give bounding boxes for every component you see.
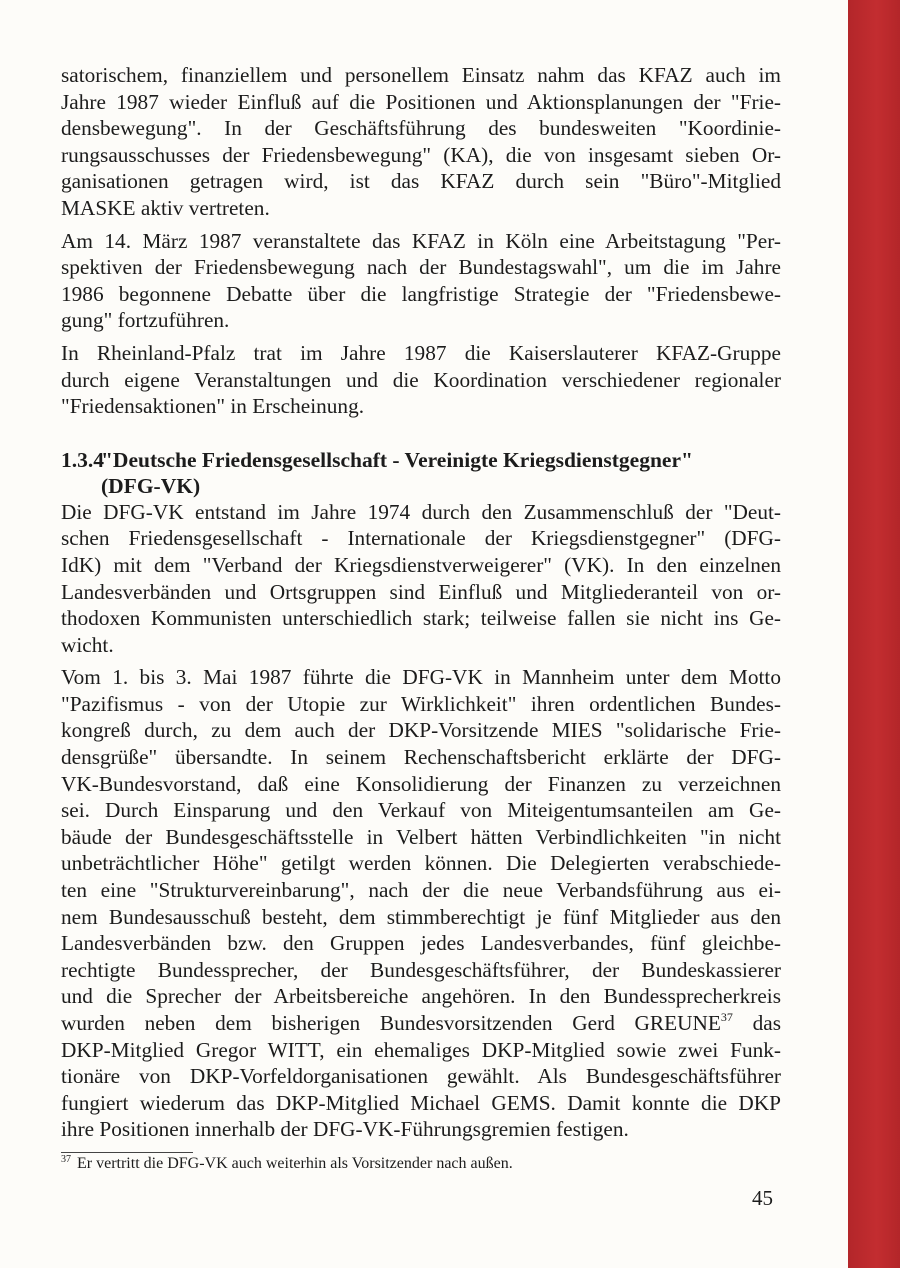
text-line: unbeträchtlicher Höhe" getilgt werden können. Die Delegierten verabschiede- xyxy=(61,851,781,876)
text-line: bäude der Bundesgeschäftsstelle in Velbert hätten Verbindlichkeiten "in nicht xyxy=(61,824,781,849)
section-number: 1.3.4 xyxy=(61,447,104,472)
text-line: und die Sprecher der Arbeitsbereiche angehören. In den Bundessprecherkreis xyxy=(61,984,781,1009)
text-line: "Pazifismus - von der Utopie zur Wirklichkeit" ihren ordentlichen Bundes- xyxy=(61,691,781,716)
section-title-line-2: (DFG-VK) xyxy=(101,473,201,498)
section-title-line-1: "Deutsche Friedensgesellschaft - Vereinigte Kriegsdienstgegner" xyxy=(101,447,693,472)
text-line: DKP-Mitglied Gregor WITT, ein ehemaliges DKP-Mitglied sowie zwei Funk- xyxy=(61,1037,781,1062)
text-line: Landesverbänden bzw. den Gruppen jedes Landesverbandes, fünf gleichbe- xyxy=(61,931,781,956)
paragraph-kfaz-1 xyxy=(61,62,781,222)
text-line: Jahre 1987 wieder Einfluß auf die Positionen und Aktionsplanungen der "Frie- xyxy=(61,89,781,114)
text-line: Landesverbänden und Ortsgruppen sind Einfluß und Mitgliederanteil von or- xyxy=(61,579,781,604)
footnote xyxy=(61,1154,781,1174)
text-line: IdK) mit dem "Verband der Kriegsdienstverweigerer" (VK). In den einzelnen xyxy=(61,552,781,577)
text-line-with-footnote-ref xyxy=(61,1010,781,1037)
text-line: ihre Positionen innerhalb der DFG-VK-Führungsgremien festigen. xyxy=(61,1117,629,1142)
text-line: Vom 1. bis 3. Mai 1987 führte die DFG-VK in Mannheim unter dem Motto xyxy=(61,665,781,690)
paragraph-dfgvk-1 xyxy=(61,499,781,659)
text-line: densgrüße" übersandte. In seinem Rechenschaftsbericht erklärte der DFG- xyxy=(61,745,781,770)
text-line: sei. Durch Einsparung und den Verkauf von Miteigentumsanteilen am Ge- xyxy=(61,798,781,823)
text-line: kongreß durch, zu dem auch der DKP-Vorsitzende MIES "solidarische Frie- xyxy=(61,718,781,743)
text-line: thodoxen Kommunisten unterschiedlich stark; teilweise fallen sie nicht ins Ge- xyxy=(61,606,781,631)
text-line: 1986 begonnene Debatte über die langfristige Strategie der "Friedensbewe- xyxy=(61,281,781,306)
text-line: ten eine "Strukturvereinbarung", nach der die neue Verbandsführung aus ei- xyxy=(61,878,781,903)
text-line: In Rheinland-Pfalz trat im Jahre 1987 die Kaiserslauterer KFAZ-Gruppe xyxy=(61,340,781,365)
paragraph-kfaz-2 xyxy=(61,228,781,334)
footnote-number: 37 xyxy=(61,1154,71,1165)
text-line: nem Bundesausschuß besteht, dem stimmberechtigt je fünf Mitglieder aus den xyxy=(61,904,781,929)
page-body xyxy=(61,62,781,1149)
text-line: wicht. xyxy=(61,632,114,657)
text-line: rungsausschusses der Friedensbewegung" (KA), die von insgesamt sieben Or- xyxy=(61,142,781,167)
text-segment: wurden neben dem bisherigen Bundesvorsitzenden Gerd GREUNE xyxy=(61,1011,721,1035)
footnote-text: Er vertritt die DFG-VK auch weiterhin als Vorsitzender nach außen. xyxy=(77,1155,513,1172)
footnote-reference: 37 xyxy=(720,1010,733,1024)
text-line: spektiven der Friedensbewegung nach der Bundestagswahl", um die im Jahre xyxy=(61,255,781,280)
text-line: fungiert wiederum das DKP-Mitglied Michael GEMS. Damit konnte die DKP xyxy=(61,1090,781,1115)
text-line: Am 14. März 1987 veranstaltete das KFAZ in Köln eine Arbeitstagung "Per- xyxy=(61,228,781,253)
text-line: schen Friedensgesellschaft - Internationale der Kriegsdienstgegner" (DFG- xyxy=(61,526,781,551)
paragraph-kfaz-3 xyxy=(61,340,781,420)
text-line: ganisationen getragen wird, ist das KFAZ durch sein "Büro"-Mitglied xyxy=(61,169,781,194)
text-line: "Friedensaktionen" in Erscheinung. xyxy=(61,394,365,419)
text-line: MASKE aktiv vertreten. xyxy=(61,195,270,220)
text-line: tionäre von DKP-Vorfeldorganisationen gewählt. Als Bundesgeschäftsführer xyxy=(61,1064,781,1089)
text-line: densbewegung". In der Geschäftsführung des bundesweiten "Koordinie- xyxy=(61,116,781,141)
text-line: gung" fortzuführen. xyxy=(61,308,230,333)
text-line: rechtigte Bundessprecher, der Bundesgeschäftsführer, der Bundeskassierer xyxy=(61,957,781,982)
text-line: satorischem, finanziellem und personellem Einsatz nahm das KFAZ auch im xyxy=(61,63,781,87)
page-number: 45 xyxy=(752,1186,773,1210)
text-segment: das xyxy=(732,1011,782,1035)
text-line: durch eigene Veranstaltungen und die Koordination verschiedener regionaler xyxy=(61,367,781,392)
section-heading xyxy=(61,447,781,499)
paragraph-dfgvk-2 xyxy=(61,664,781,1143)
footnote-divider xyxy=(61,1152,193,1153)
red-page-edge xyxy=(848,0,900,1268)
text-line: VK-Bundesvorstand, daß eine Konsolidierung der Finanzen zu verzeichnen xyxy=(61,771,781,796)
text-line: Die DFG-VK entstand im Jahre 1974 durch den Zusammenschluß der "Deut- xyxy=(61,499,781,524)
